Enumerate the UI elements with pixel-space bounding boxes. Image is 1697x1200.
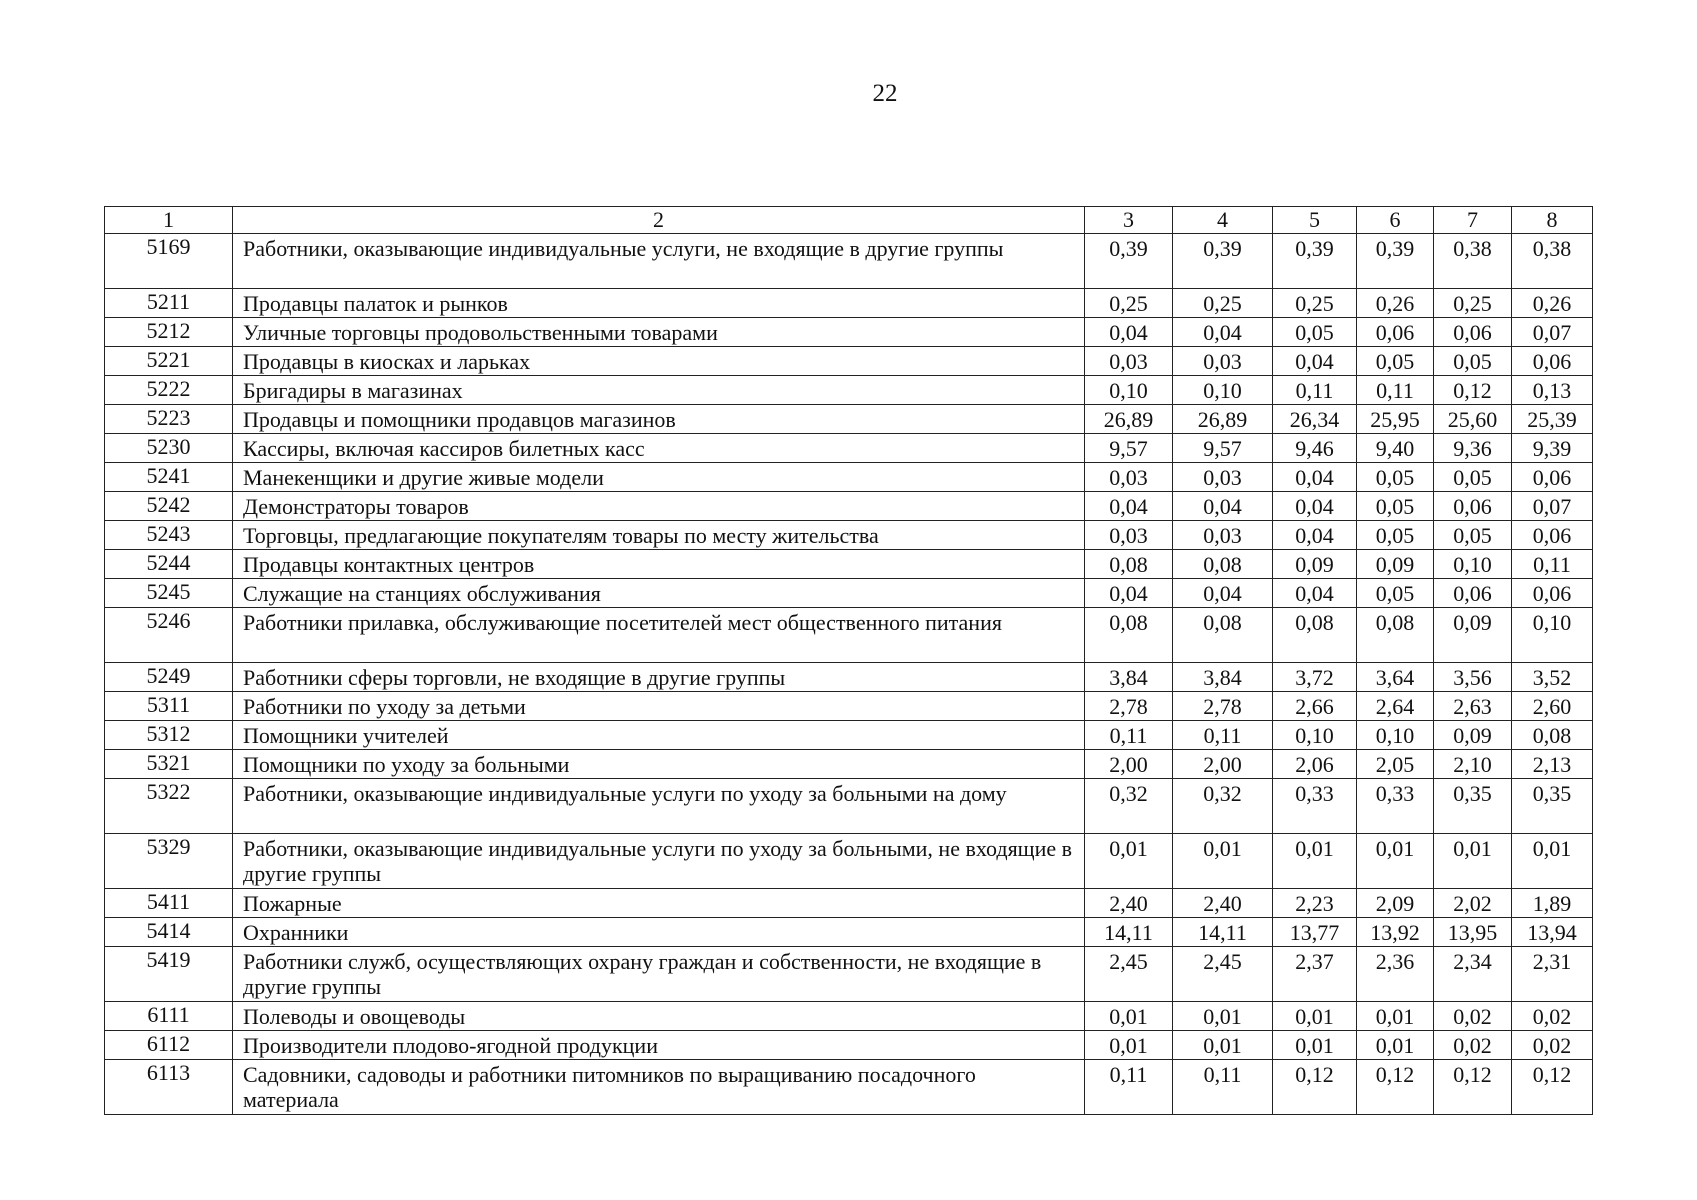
row-value: 3,64	[1357, 663, 1434, 692]
table-row	[105, 834, 1593, 889]
row-value: 0,33	[1273, 779, 1357, 834]
row-value: 2,02	[1434, 889, 1512, 918]
row-name: Работники прилавка, обслуживающие посетителей мест общественного питания	[233, 608, 1085, 663]
row-value: 0,06	[1512, 347, 1593, 376]
header-row	[105, 207, 1593, 234]
row-name: Садовники, садоводы и работники питомников по выращиванию посадочного материала	[233, 1060, 1085, 1115]
row-value: 3,84	[1085, 663, 1173, 692]
row-value: 0,01	[1085, 1031, 1173, 1060]
row-value: 0,03	[1085, 521, 1173, 550]
row-value: 0,04	[1173, 579, 1273, 608]
row-value: 0,08	[1085, 608, 1173, 663]
table-row	[105, 434, 1593, 463]
row-value: 0,01	[1434, 834, 1512, 889]
row-value: 26,34	[1273, 405, 1357, 434]
row-value: 0,05	[1273, 318, 1357, 347]
row-value: 0,11	[1512, 550, 1593, 579]
row-value: 0,38	[1512, 234, 1593, 289]
row-value: 13,94	[1512, 918, 1593, 947]
row-value: 0,12	[1512, 1060, 1593, 1115]
row-value: 14,11	[1173, 918, 1273, 947]
row-value: 0,04	[1273, 463, 1357, 492]
row-value: 2,05	[1357, 750, 1434, 779]
row-value: 0,11	[1273, 376, 1357, 405]
row-value: 2,13	[1512, 750, 1593, 779]
row-value: 0,39	[1357, 234, 1434, 289]
row-value: 2,34	[1434, 947, 1512, 1002]
row-value: 0,08	[1357, 608, 1434, 663]
row-value: 0,08	[1273, 608, 1357, 663]
column-header: 2	[233, 207, 1085, 234]
row-name: Уличные торговцы продовольственными товарами	[233, 318, 1085, 347]
row-value: 0,25	[1085, 289, 1173, 318]
row-name: Помощники учителей	[233, 721, 1085, 750]
row-value: 0,06	[1434, 492, 1512, 521]
row-value: 2,78	[1173, 692, 1273, 721]
row-value: 0,12	[1357, 1060, 1434, 1115]
row-value: 0,11	[1173, 1060, 1273, 1115]
column-header: 6	[1357, 207, 1434, 234]
row-value: 0,02	[1512, 1031, 1593, 1060]
row-name: Пожарные	[233, 889, 1085, 918]
row-value: 0,01	[1173, 1031, 1273, 1060]
row-value: 0,08	[1173, 608, 1273, 663]
row-value: 0,09	[1273, 550, 1357, 579]
row-value: 2,00	[1173, 750, 1273, 779]
row-code: 5223	[105, 405, 233, 434]
row-code: 5322	[105, 779, 233, 834]
row-value: 2,66	[1273, 692, 1357, 721]
row-code: 5329	[105, 834, 233, 889]
row-value: 2,23	[1273, 889, 1357, 918]
row-name: Полеводы и овощеводы	[233, 1002, 1085, 1031]
table-row	[105, 1031, 1593, 1060]
table-row	[105, 347, 1593, 376]
row-value: 0,05	[1357, 492, 1434, 521]
row-value: 0,25	[1434, 289, 1512, 318]
row-value: 0,01	[1273, 1002, 1357, 1031]
row-value: 2,40	[1173, 889, 1273, 918]
row-value: 2,63	[1434, 692, 1512, 721]
row-value: 2,64	[1357, 692, 1434, 721]
row-name: Служащие на станциях обслуживания	[233, 579, 1085, 608]
row-code: 6112	[105, 1031, 233, 1060]
row-name: Кассиры, включая кассиров билетных касс	[233, 434, 1085, 463]
row-value: 2,10	[1434, 750, 1512, 779]
row-value: 13,77	[1273, 918, 1357, 947]
row-value: 0,04	[1273, 521, 1357, 550]
row-value: 2,78	[1085, 692, 1173, 721]
row-value: 0,10	[1085, 376, 1173, 405]
row-value: 0,07	[1512, 492, 1593, 521]
row-value: 0,39	[1173, 234, 1273, 289]
row-name: Работники по уходу за детьми	[233, 692, 1085, 721]
row-name: Охранники	[233, 918, 1085, 947]
row-value: 9,46	[1273, 434, 1357, 463]
table-row	[105, 1060, 1593, 1115]
row-value: 0,06	[1512, 463, 1593, 492]
row-value: 0,06	[1512, 521, 1593, 550]
column-header: 4	[1173, 207, 1273, 234]
row-name: Работники, оказывающие индивидуальные услуги по уходу за больными, не входящие в другие группы	[233, 834, 1085, 889]
row-value: 0,03	[1173, 347, 1273, 376]
row-value: 0,11	[1357, 376, 1434, 405]
row-code: 5230	[105, 434, 233, 463]
row-value: 26,89	[1085, 405, 1173, 434]
row-value: 0,08	[1512, 721, 1593, 750]
row-value: 0,13	[1512, 376, 1593, 405]
table-row	[105, 492, 1593, 521]
column-header: 7	[1434, 207, 1512, 234]
row-value: 9,57	[1085, 434, 1173, 463]
row-code: 6111	[105, 1002, 233, 1031]
row-code: 5241	[105, 463, 233, 492]
row-value: 0,09	[1434, 608, 1512, 663]
row-value: 0,26	[1357, 289, 1434, 318]
row-value: 0,35	[1512, 779, 1593, 834]
row-value: 0,06	[1512, 579, 1593, 608]
row-value: 0,10	[1512, 608, 1593, 663]
table-row	[105, 405, 1593, 434]
row-value: 0,11	[1173, 721, 1273, 750]
column-header: 1	[105, 207, 233, 234]
row-code: 5321	[105, 750, 233, 779]
row-value: 0,39	[1273, 234, 1357, 289]
row-value: 0,12	[1434, 1060, 1512, 1115]
row-value: 0,04	[1173, 318, 1273, 347]
row-name: Продавцы в киосках и ларьках	[233, 347, 1085, 376]
row-name: Работники, оказывающие индивидуальные услуги по уходу за больными на дому	[233, 779, 1085, 834]
row-value: 9,36	[1434, 434, 1512, 463]
column-header: 8	[1512, 207, 1593, 234]
row-value: 25,39	[1512, 405, 1593, 434]
page-number: 22	[872, 80, 898, 107]
row-value: 0,05	[1357, 579, 1434, 608]
row-name: Продавцы контактных центров	[233, 550, 1085, 579]
row-value: 0,01	[1357, 1002, 1434, 1031]
row-name: Демонстраторы товаров	[233, 492, 1085, 521]
row-value: 0,01	[1173, 834, 1273, 889]
row-value: 9,40	[1357, 434, 1434, 463]
row-value: 0,25	[1273, 289, 1357, 318]
row-value: 25,95	[1357, 405, 1434, 434]
row-value: 2,09	[1357, 889, 1434, 918]
row-value: 0,32	[1085, 779, 1173, 834]
row-value: 0,05	[1434, 347, 1512, 376]
row-value: 0,26	[1512, 289, 1593, 318]
table-row	[105, 889, 1593, 918]
row-value: 0,03	[1085, 347, 1173, 376]
data-table	[104, 206, 1593, 1115]
row-code: 5414	[105, 918, 233, 947]
row-value: 0,04	[1273, 579, 1357, 608]
column-header: 5	[1273, 207, 1357, 234]
row-value: 0,08	[1085, 550, 1173, 579]
column-header: 3	[1085, 207, 1173, 234]
row-value: 13,95	[1434, 918, 1512, 947]
table-row	[105, 918, 1593, 947]
row-value: 2,00	[1085, 750, 1173, 779]
row-value: 0,04	[1085, 579, 1173, 608]
row-value: 0,04	[1085, 492, 1173, 521]
table-row	[105, 550, 1593, 579]
row-value: 0,35	[1434, 779, 1512, 834]
row-value: 3,56	[1434, 663, 1512, 692]
row-value: 3,52	[1512, 663, 1593, 692]
row-code: 5311	[105, 692, 233, 721]
row-name: Продавцы и помощники продавцов магазинов	[233, 405, 1085, 434]
row-name: Бригадиры в магазинах	[233, 376, 1085, 405]
row-value: 2,45	[1173, 947, 1273, 1002]
row-value: 0,10	[1273, 721, 1357, 750]
table-row	[105, 692, 1593, 721]
row-name: Работники сферы торговли, не входящие в другие группы	[233, 663, 1085, 692]
row-value: 0,10	[1173, 376, 1273, 405]
row-value: 0,03	[1173, 521, 1273, 550]
row-code: 5245	[105, 579, 233, 608]
row-value: 9,39	[1512, 434, 1593, 463]
row-code: 5243	[105, 521, 233, 550]
row-code: 5212	[105, 318, 233, 347]
row-value: 0,01	[1273, 834, 1357, 889]
row-value: 0,33	[1357, 779, 1434, 834]
row-value: 25,60	[1434, 405, 1512, 434]
row-name: Манекенщики и другие живые модели	[233, 463, 1085, 492]
row-value: 2,45	[1085, 947, 1173, 1002]
row-code: 5222	[105, 376, 233, 405]
row-value: 0,04	[1085, 318, 1173, 347]
row-code: 5246	[105, 608, 233, 663]
row-value: 1,89	[1512, 889, 1593, 918]
row-value: 14,11	[1085, 918, 1173, 947]
row-code: 5249	[105, 663, 233, 692]
row-value: 0,02	[1434, 1002, 1512, 1031]
row-name: Работники служб, осуществляющих охрану граждан и собственности, не входящие в другие группы	[233, 947, 1085, 1002]
row-value: 0,10	[1357, 721, 1434, 750]
table-row	[105, 1002, 1593, 1031]
row-code: 5211	[105, 289, 233, 318]
row-value: 0,32	[1173, 779, 1273, 834]
row-value: 0,10	[1434, 550, 1512, 579]
row-value: 0,01	[1085, 1002, 1173, 1031]
row-code: 5221	[105, 347, 233, 376]
row-value: 0,01	[1512, 834, 1593, 889]
row-value: 13,92	[1357, 918, 1434, 947]
row-value: 2,40	[1085, 889, 1173, 918]
row-value: 0,01	[1273, 1031, 1357, 1060]
table-row	[105, 376, 1593, 405]
table-row	[105, 779, 1593, 834]
row-value: 0,06	[1434, 579, 1512, 608]
row-value: 0,04	[1273, 347, 1357, 376]
table-row	[105, 234, 1593, 289]
table-row	[105, 289, 1593, 318]
row-value: 0,05	[1357, 521, 1434, 550]
row-value: 0,12	[1273, 1060, 1357, 1115]
row-name: Работники, оказывающие индивидуальные услуги, не входящие в другие группы	[233, 234, 1085, 289]
row-value: 0,04	[1173, 492, 1273, 521]
row-value: 0,02	[1434, 1031, 1512, 1060]
table-row	[105, 721, 1593, 750]
table-row	[105, 463, 1593, 492]
row-code: 5419	[105, 947, 233, 1002]
row-value: 0,05	[1434, 521, 1512, 550]
table-row	[105, 947, 1593, 1002]
row-value: 0,03	[1085, 463, 1173, 492]
row-value: 0,01	[1357, 834, 1434, 889]
row-value: 0,12	[1434, 376, 1512, 405]
row-value: 0,05	[1434, 463, 1512, 492]
row-value: 2,36	[1357, 947, 1434, 1002]
row-value: 0,09	[1434, 721, 1512, 750]
row-name: Торговцы, предлагающие покупателям товары по месту жительства	[233, 521, 1085, 550]
table-row	[105, 750, 1593, 779]
row-value: 0,06	[1434, 318, 1512, 347]
row-code: 5169	[105, 234, 233, 289]
row-value: 3,72	[1273, 663, 1357, 692]
row-value: 0,38	[1434, 234, 1512, 289]
row-value: 0,01	[1357, 1031, 1434, 1060]
row-value: 0,08	[1173, 550, 1273, 579]
row-name: Продавцы палаток и рынков	[233, 289, 1085, 318]
row-name: Производители плодово-ягодной продукции	[233, 1031, 1085, 1060]
row-value: 2,31	[1512, 947, 1593, 1002]
row-code: 5244	[105, 550, 233, 579]
table-row	[105, 663, 1593, 692]
row-value: 0,05	[1357, 347, 1434, 376]
row-code: 6113	[105, 1060, 233, 1115]
row-value: 0,11	[1085, 721, 1173, 750]
row-code: 5411	[105, 889, 233, 918]
row-value: 0,09	[1357, 550, 1434, 579]
row-value: 2,06	[1273, 750, 1357, 779]
row-value: 0,06	[1357, 318, 1434, 347]
row-name: Помощники по уходу за больными	[233, 750, 1085, 779]
row-value: 0,01	[1085, 834, 1173, 889]
row-value: 26,89	[1173, 405, 1273, 434]
row-code: 5312	[105, 721, 233, 750]
row-value: 0,05	[1357, 463, 1434, 492]
table-row	[105, 521, 1593, 550]
row-value: 0,25	[1173, 289, 1273, 318]
row-value: 0,07	[1512, 318, 1593, 347]
row-value: 9,57	[1173, 434, 1273, 463]
row-value: 0,02	[1512, 1002, 1593, 1031]
row-value: 0,11	[1085, 1060, 1173, 1115]
row-value: 0,03	[1173, 463, 1273, 492]
row-code: 5242	[105, 492, 233, 521]
row-value: 2,60	[1512, 692, 1593, 721]
row-value: 0,01	[1173, 1002, 1273, 1031]
table-row	[105, 608, 1593, 663]
table-row	[105, 579, 1593, 608]
row-value: 0,39	[1085, 234, 1173, 289]
row-value: 3,84	[1173, 663, 1273, 692]
row-value: 0,04	[1273, 492, 1357, 521]
table-row	[105, 318, 1593, 347]
table-body	[105, 234, 1593, 1115]
row-value: 2,37	[1273, 947, 1357, 1002]
